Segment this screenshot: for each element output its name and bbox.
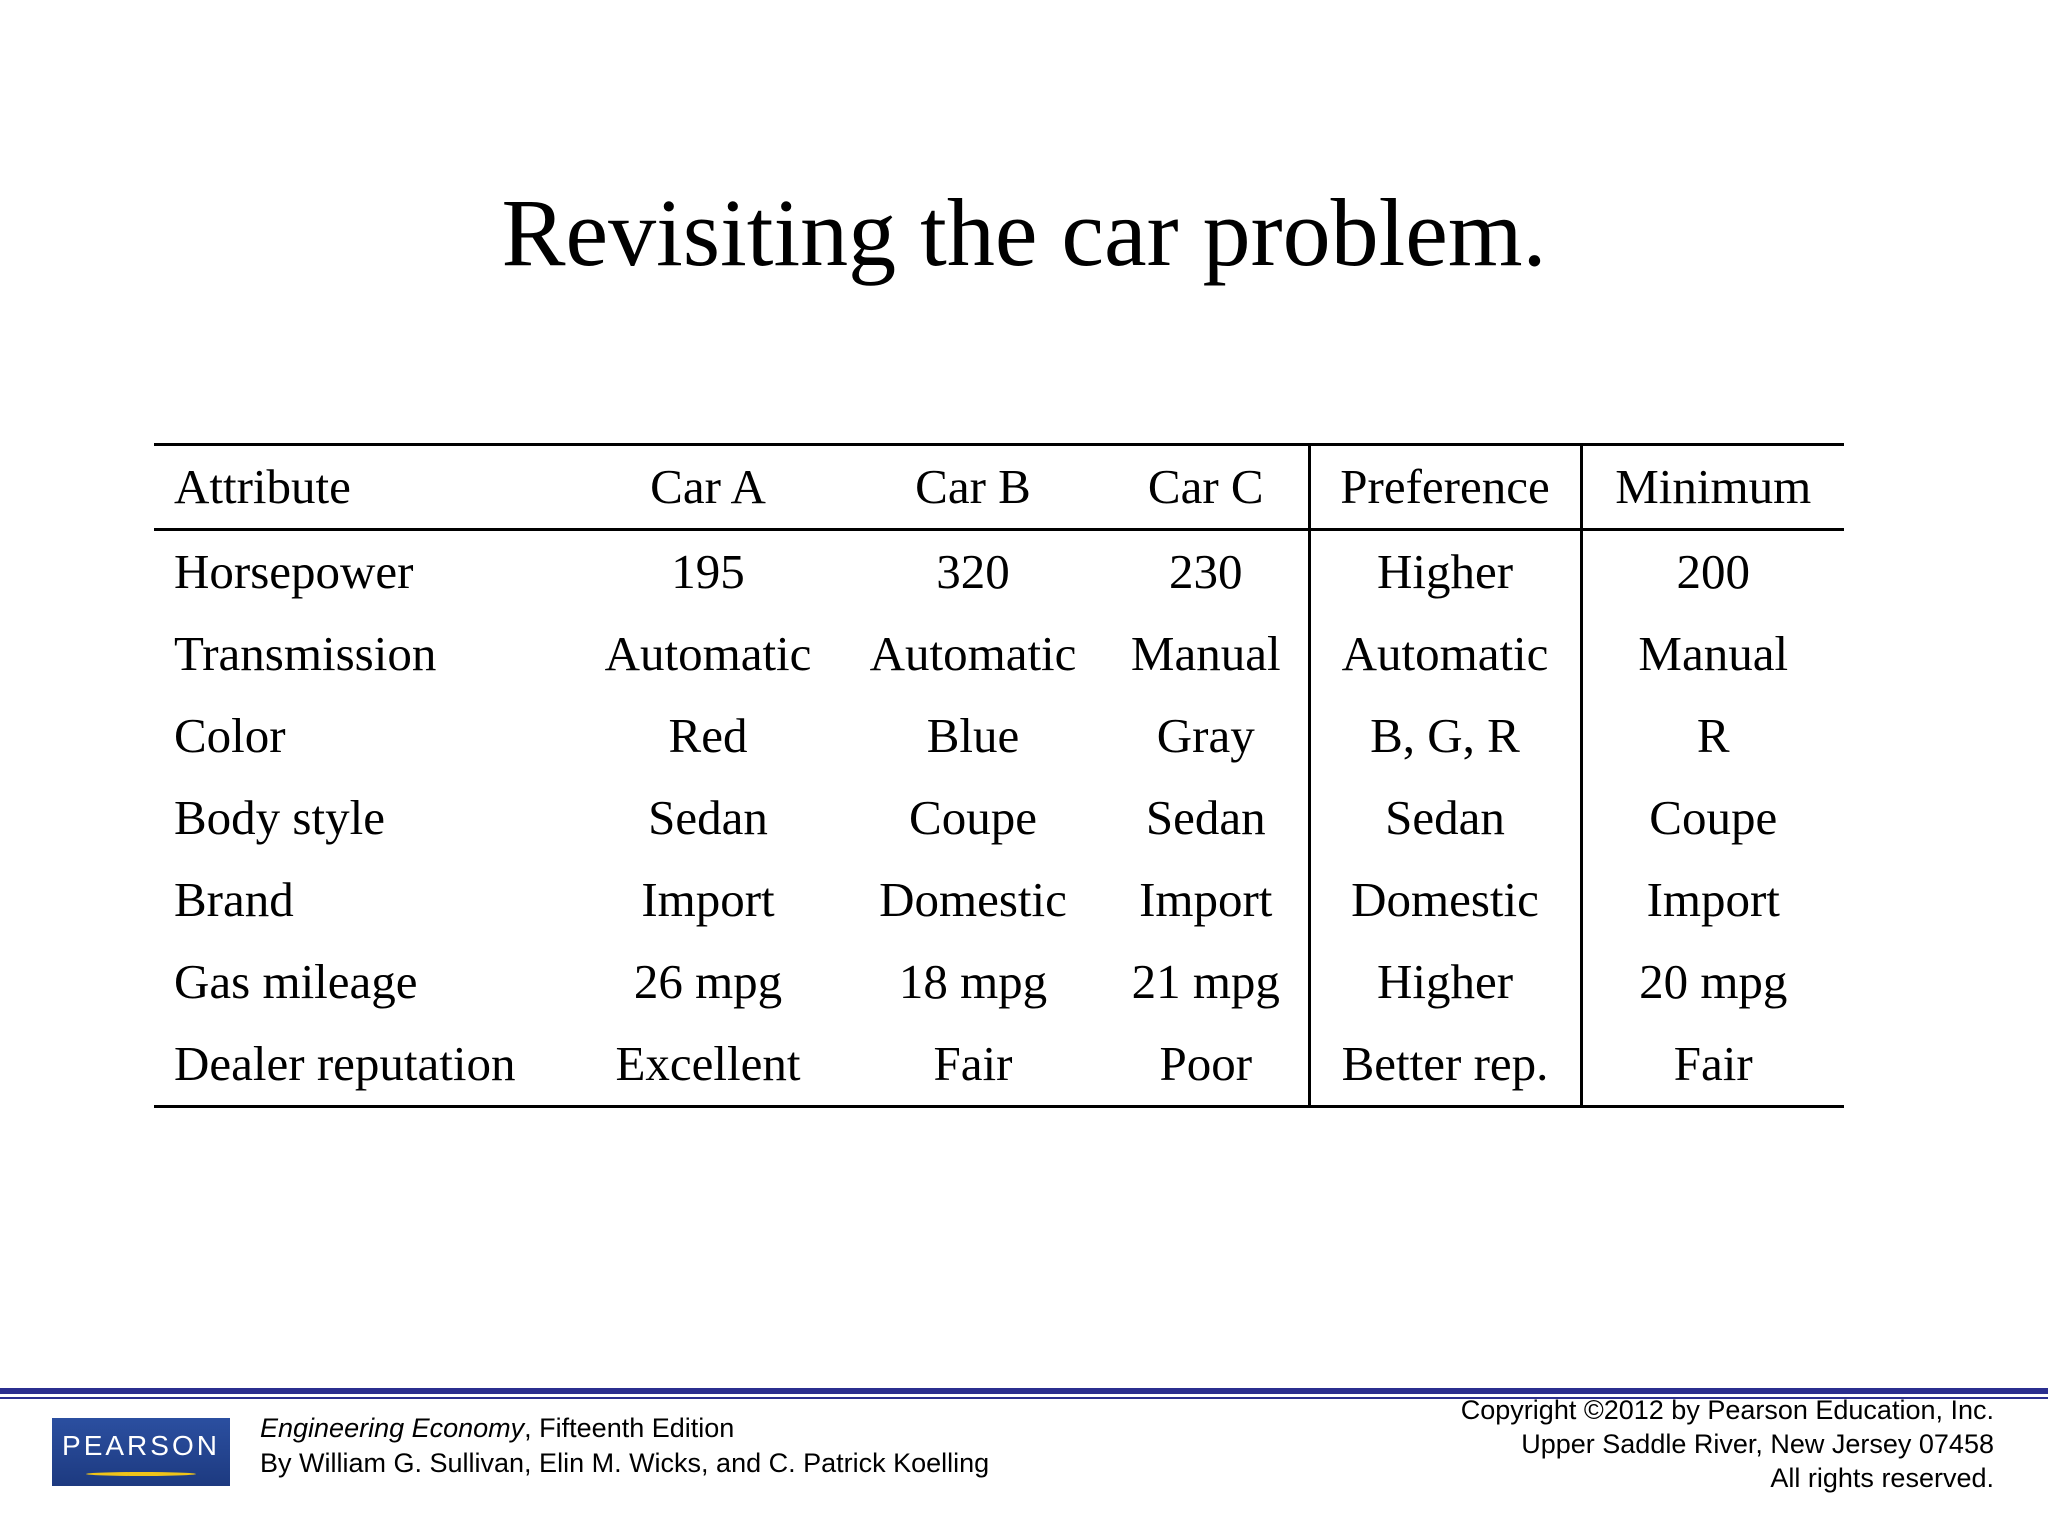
slide-title: Revisiting the car problem.: [501, 179, 1547, 286]
car-c-cell: Gray: [1156, 708, 1255, 763]
car-comparison-table: [154, 443, 1844, 1108]
column-header-car-b: Car B: [915, 459, 1031, 514]
column-header-attribute: Attribute: [174, 459, 351, 514]
car-a-cell: Import: [641, 872, 775, 927]
attribute-cell: Body style: [174, 790, 385, 845]
car-a-cell: Automatic: [604, 626, 812, 681]
table-row: [154, 530, 1844, 614]
car-b-cell: 18 mpg: [898, 954, 1048, 1009]
car-a-cell: Red: [668, 708, 748, 763]
car-c-cell: Sedan: [1145, 790, 1266, 845]
comparison-table-container: [154, 443, 1844, 1108]
car-b-cell: 320: [936, 544, 1010, 599]
car-a-cell: Sedan: [648, 790, 768, 845]
minimum-cell: Import: [1581, 859, 1844, 941]
column-header-car-a: Car A: [650, 459, 766, 514]
book-authors: By William G. Sullivan, Elin M. Wicks, and C. Patrick Koelling: [260, 1448, 990, 1478]
attribute-cell: Color: [174, 708, 286, 763]
minimum-cell: R: [1581, 695, 1844, 777]
car-b-cell: Domestic: [879, 872, 1067, 927]
preference-cell: Better rep.: [1309, 1023, 1581, 1107]
minimum-cell: 200: [1581, 530, 1844, 614]
attribute-cell: Transmission: [174, 626, 437, 681]
table-header-row: [154, 445, 1844, 530]
table-row: [154, 941, 1844, 1023]
car-b-cell: Blue: [926, 708, 1020, 763]
rights-reserved: All rights reserved.: [1770, 1463, 1994, 1493]
preference-cell: Higher: [1309, 941, 1581, 1023]
attribute-cell: Gas mileage: [174, 954, 418, 1009]
logo-swoosh-icon: [86, 1472, 196, 1476]
car-a-cell: Excellent: [615, 1036, 801, 1091]
book-edition: , Fifteenth Edition: [524, 1413, 735, 1443]
minimum-cell: Manual: [1581, 613, 1844, 695]
book-citation: [260, 1411, 989, 1481]
car-c-cell: Import: [1139, 872, 1273, 927]
attribute-cell: Dealer reputation: [174, 1036, 516, 1091]
copyright-notice: [1461, 1393, 1994, 1495]
car-c-cell: Poor: [1159, 1036, 1253, 1091]
table-row: [154, 613, 1844, 695]
car-a-cell: 195: [671, 544, 745, 599]
preference-cell: Higher: [1309, 530, 1581, 614]
minimum-cell: 20 mpg: [1581, 941, 1844, 1023]
car-c-cell: 230: [1169, 544, 1243, 599]
column-header-minimum: Minimum: [1581, 445, 1844, 530]
pearson-logo-text: PEARSON: [62, 1430, 220, 1461]
car-c-cell: Manual: [1130, 626, 1281, 681]
car-b-cell: Fair: [933, 1036, 1013, 1091]
minimum-cell: Fair: [1581, 1023, 1844, 1107]
car-c-cell: 21 mpg: [1131, 954, 1280, 1009]
table-row: [154, 1023, 1844, 1107]
preference-cell: Sedan: [1309, 777, 1581, 859]
pearson-logo: [52, 1418, 230, 1486]
car-b-cell: Coupe: [909, 790, 1037, 845]
table-row: [154, 777, 1844, 859]
table-row: [154, 859, 1844, 941]
copyright-line: Copyright ©2012 by Pearson Education, Inc.: [1460, 1395, 1994, 1425]
publisher-address: Upper Saddle River, New Jersey 07458: [1521, 1429, 1994, 1459]
preference-cell: Domestic: [1309, 859, 1581, 941]
car-a-cell: 26 mpg: [633, 954, 783, 1009]
car-b-cell: Automatic: [869, 626, 1077, 681]
minimum-cell: Coupe: [1581, 777, 1844, 859]
attribute-cell: Brand: [174, 872, 294, 927]
column-header-car-c: Car C: [1147, 459, 1264, 514]
book-title: Engineering Economy: [260, 1413, 525, 1443]
preference-cell: Automatic: [1309, 613, 1581, 695]
book-title-line: [260, 1411, 989, 1446]
table-row: [154, 695, 1844, 777]
attribute-cell: Horsepower: [174, 544, 414, 599]
preference-cell: B, G, R: [1309, 695, 1581, 777]
column-header-preference: Preference: [1309, 445, 1581, 530]
